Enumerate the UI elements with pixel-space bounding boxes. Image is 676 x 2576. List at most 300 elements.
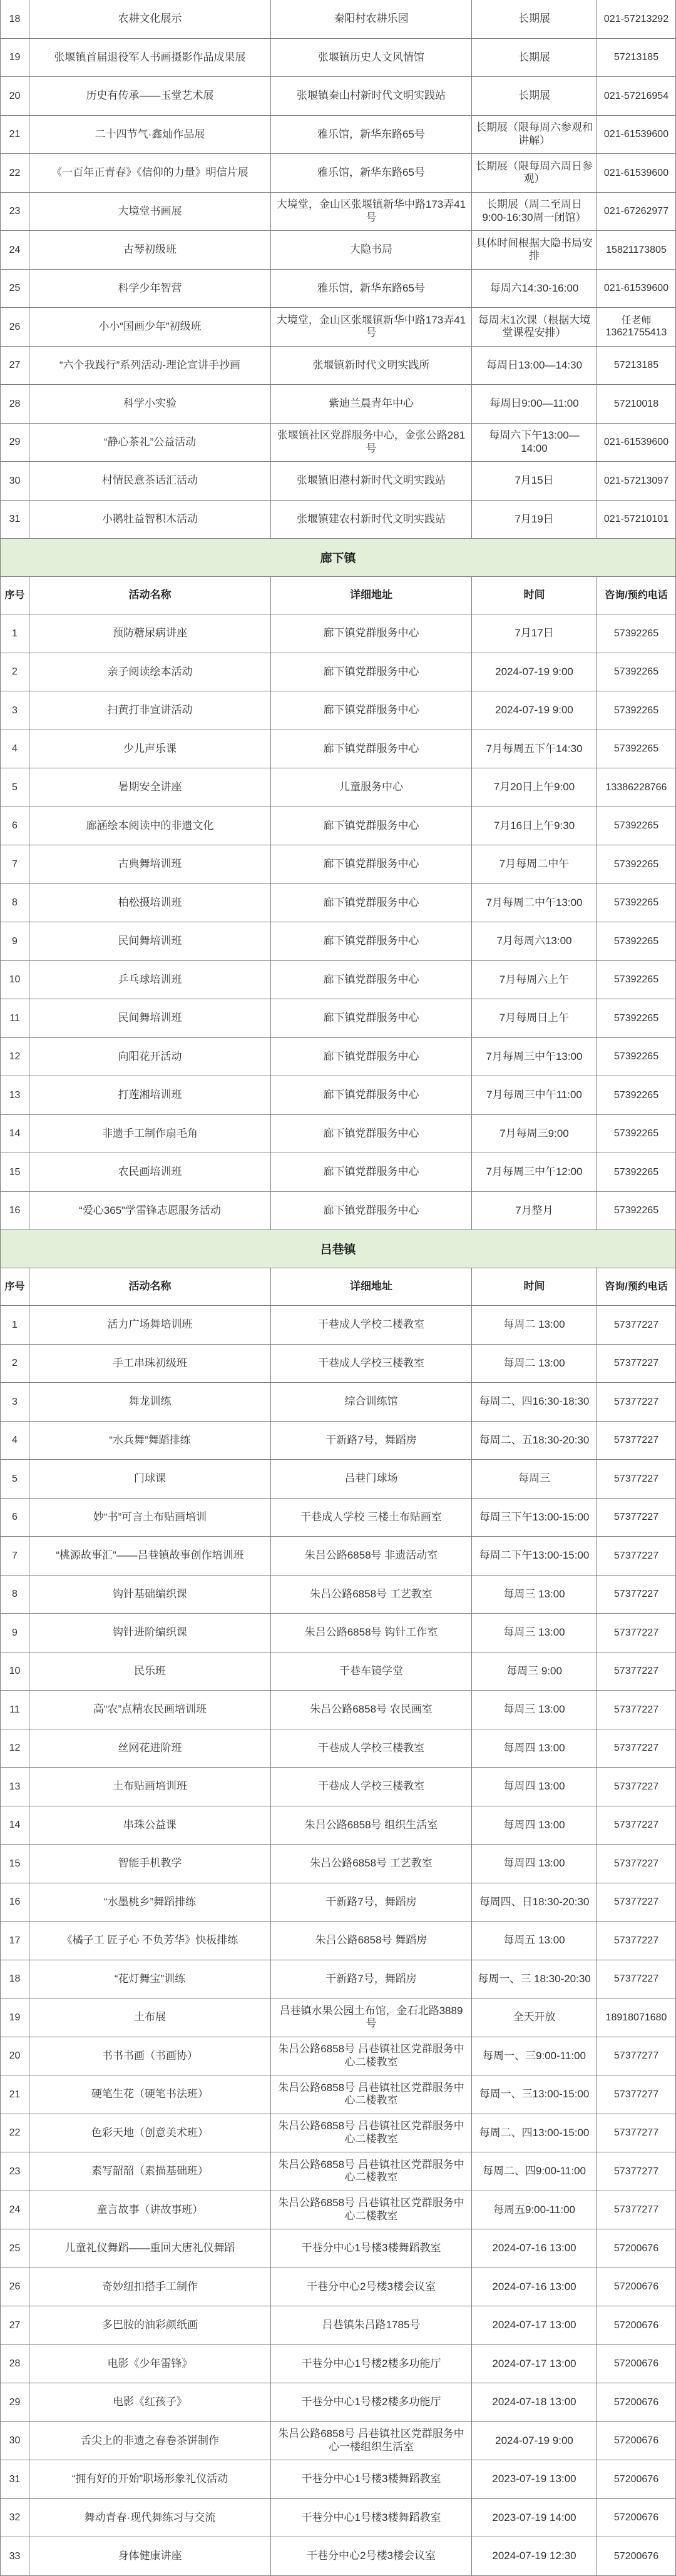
cell-time: 7月每周二中午13:00 bbox=[472, 884, 597, 923]
table-row bbox=[1, 1422, 676, 1460]
cell-address: 张堰镇历史人文风情馆 bbox=[271, 39, 472, 78]
cell-phone: 57210018 bbox=[597, 385, 676, 424]
cell-phone: 57377277 bbox=[597, 2191, 676, 2230]
cell-activity: 民间舞培训班 bbox=[29, 922, 271, 961]
cell-time: 7月每周三中午12:00 bbox=[472, 1153, 597, 1192]
cell-activity: 硬笔生花（硬笔书法班） bbox=[29, 2075, 271, 2114]
cell-phone: 57377227 bbox=[597, 1576, 676, 1614]
cell-time: 2023-07-19 14:00 bbox=[472, 2499, 597, 2538]
cell-activity: 民乐班 bbox=[29, 1652, 271, 1691]
cell-time: 每周一、三13:00-15:00 bbox=[472, 2075, 597, 2114]
cell-activity: “桃源故事汇”——吕巷镇故事创作培训班 bbox=[29, 1537, 271, 1576]
cell-time: 7月16日上午9:30 bbox=[472, 807, 597, 846]
cell-index: 3 bbox=[1, 691, 29, 730]
table-row bbox=[1, 2037, 676, 2076]
table-row bbox=[1, 116, 676, 155]
table-row bbox=[1, 2306, 676, 2345]
cell-address: 朱吕公路6858号 非遗活动室 bbox=[271, 1537, 472, 1576]
cell-index: 28 bbox=[1, 2345, 29, 2384]
cell-index: 5 bbox=[1, 1460, 29, 1499]
cell-activity: 打莲湘培训班 bbox=[29, 1076, 271, 1115]
table-row bbox=[1, 77, 676, 116]
cell-phone: 57377277 bbox=[597, 2075, 676, 2114]
cell-phone: 57377227 bbox=[597, 1383, 676, 1422]
cell-index: 9 bbox=[1, 1614, 29, 1652]
table-row bbox=[1, 270, 676, 308]
cell-index: 21 bbox=[1, 116, 29, 155]
cell-address: 廊下镇党群服务中心 bbox=[271, 845, 472, 884]
cell-time: 7月每周五下午14:30 bbox=[472, 730, 597, 769]
cell-phone: 021-61539600 bbox=[597, 116, 676, 155]
cell-phone: 57392265 bbox=[597, 999, 676, 1038]
cell-time: 具体时间根据大隐书局安排 bbox=[472, 231, 597, 270]
cell-phone: 57377227 bbox=[597, 1422, 676, 1460]
table-section bbox=[1, 1230, 676, 2576]
cell-time: 每周三 9:00 bbox=[472, 1652, 597, 1691]
cell-index: 23 bbox=[1, 2152, 29, 2191]
cell-address: 雅乐馆，新华东路65号 bbox=[271, 116, 472, 155]
cell-index: 24 bbox=[1, 2191, 29, 2230]
table-row bbox=[1, 2268, 676, 2307]
cell-index: 9 bbox=[1, 922, 29, 961]
cell-phone: 15821173805 bbox=[597, 231, 676, 270]
table-row bbox=[1, 231, 676, 270]
cell-index: 29 bbox=[1, 424, 29, 462]
cell-phone: 57377227 bbox=[597, 1614, 676, 1652]
cell-phone: 57392265 bbox=[597, 1153, 676, 1192]
cell-address: 朱吕公路6858号 吕巷镇社区党群服务中心二楼教室 bbox=[271, 2191, 472, 2230]
cell-activity: 《一百年正青春》《信仰的力量》明信片展 bbox=[29, 154, 271, 193]
cell-phone: 57392265 bbox=[597, 1115, 676, 1154]
cell-phone: 57200676 bbox=[597, 2499, 676, 2538]
cell-phone: 021-57213097 bbox=[597, 462, 676, 501]
table-row bbox=[1, 0, 676, 39]
table-row bbox=[1, 1652, 676, 1691]
cell-time: 每周二、五18:30-20:30 bbox=[472, 1422, 597, 1460]
cell-activity: 多巴胺的油彩颜纸画 bbox=[29, 2306, 271, 2345]
cell-activity: 土布贴画培训班 bbox=[29, 1768, 271, 1806]
table-row bbox=[1, 1845, 676, 1883]
cell-time: 每周二 13:00 bbox=[472, 1306, 597, 1345]
table-row bbox=[1, 691, 676, 730]
cell-time: 每周日9:00—11:00 bbox=[472, 385, 597, 424]
table-row bbox=[1, 961, 676, 1000]
cell-activity: 村情民意茶话汇活动 bbox=[29, 462, 271, 501]
table-row bbox=[1, 1192, 676, 1231]
cell-activity: 古琴初级班 bbox=[29, 231, 271, 270]
cell-phone: 57200676 bbox=[597, 2229, 676, 2268]
cell-activity: “花灯舞宝”训练 bbox=[29, 1960, 271, 1999]
cell-phone: 021-57216954 bbox=[597, 77, 676, 116]
cell-address: 朱吕公路6858号 农民画室 bbox=[271, 1691, 472, 1729]
cell-index: 11 bbox=[1, 999, 29, 1038]
table-row bbox=[1, 2191, 676, 2230]
cell-address: 朱吕公路6858号 钩针工作室 bbox=[271, 1614, 472, 1652]
cell-index: 30 bbox=[1, 2422, 29, 2461]
cell-activity: 小鹅牡益智积木活动 bbox=[29, 501, 271, 539]
cell-phone: 021-61539600 bbox=[597, 154, 676, 193]
cell-time: 每周三 13:00 bbox=[472, 1614, 597, 1652]
cell-address: 干巷分中心2号楼3楼会议室 bbox=[271, 2537, 472, 2576]
cell-time: 每周二、四9:00-11:00 bbox=[472, 2152, 597, 2191]
table-row bbox=[1, 614, 676, 653]
cell-activity: 土布展 bbox=[29, 1998, 271, 2037]
cell-phone: 13386228766 bbox=[597, 768, 676, 807]
cell-index: 8 bbox=[1, 1576, 29, 1614]
cell-phone: 57200676 bbox=[597, 2460, 676, 2499]
cell-phone: 57392265 bbox=[597, 1038, 676, 1077]
header-phone: 咨询/预约电话 bbox=[597, 1268, 676, 1306]
cell-time: 每周三下午13:00-15:00 bbox=[472, 1499, 597, 1537]
header-time: 时间 bbox=[472, 1268, 597, 1306]
cell-time: 每周二、四16:30-18:30 bbox=[472, 1383, 597, 1422]
cell-index: 14 bbox=[1, 1806, 29, 1845]
cell-index: 15 bbox=[1, 1845, 29, 1883]
cell-activity: 童言故事（讲故事班） bbox=[29, 2191, 271, 2230]
cell-address: 大隐书局 bbox=[271, 231, 472, 270]
cell-phone: 57377277 bbox=[597, 2152, 676, 2191]
cell-address: 朱吕公路6858号 吕巷镇社区党群服务中心二楼教室 bbox=[271, 2075, 472, 2114]
cell-activity: 乒乓球培训班 bbox=[29, 961, 271, 1000]
cell-index: 7 bbox=[1, 845, 29, 884]
cell-activity: 二十四节气·鑫灿作品展 bbox=[29, 116, 271, 155]
cell-time: 每周三 13:00 bbox=[472, 1691, 597, 1729]
cell-phone: 57377227 bbox=[597, 1691, 676, 1729]
header-index: 序号 bbox=[1, 1268, 29, 1306]
cell-index: 16 bbox=[1, 1192, 29, 1231]
column-header-row bbox=[1, 1268, 676, 1306]
cell-address: 雅乐馆，新华东路65号 bbox=[271, 270, 472, 308]
cell-index: 23 bbox=[1, 193, 29, 232]
cell-address: 干巷成人学校三楼教室 bbox=[271, 1768, 472, 1806]
cell-index: 11 bbox=[1, 1691, 29, 1729]
cell-phone: 57200676 bbox=[597, 2537, 676, 2576]
cell-phone: 57377227 bbox=[597, 1806, 676, 1845]
cell-time: 7月17日 bbox=[472, 614, 597, 653]
cell-index: 15 bbox=[1, 1153, 29, 1192]
table-row bbox=[1, 2422, 676, 2461]
cell-activity: 少儿声乐课 bbox=[29, 730, 271, 769]
cell-activity: 奇妙纽扣搭手工制作 bbox=[29, 2268, 271, 2307]
cell-activity: 高“农”点精农民画培训班 bbox=[29, 1691, 271, 1729]
cell-address: 廊下镇党群服务中心 bbox=[271, 999, 472, 1038]
cell-phone: 57377227 bbox=[597, 1537, 676, 1576]
cell-activity: 廊涵绘本阅读中的非遗文化 bbox=[29, 807, 271, 846]
cell-address: 张堰镇建农村新时代文明实践站 bbox=[271, 501, 472, 539]
cell-time: 每周二 13:00 bbox=[472, 1345, 597, 1383]
cell-address: 廊下镇党群服务中心 bbox=[271, 1115, 472, 1154]
table-row bbox=[1, 1883, 676, 1922]
cell-address: 张堰镇秦山村新时代文明实践站 bbox=[271, 77, 472, 116]
table-row bbox=[1, 1537, 676, 1576]
cell-time: 7月每周三中午11:00 bbox=[472, 1076, 597, 1115]
cell-address: 大境堂，金山区张堰镇新华中路173弄41号 bbox=[271, 308, 472, 347]
cell-activity: 暑期安全讲座 bbox=[29, 768, 271, 807]
cell-index: 18 bbox=[1, 1960, 29, 1999]
cell-phone: 57200676 bbox=[597, 2306, 676, 2345]
cell-time: 每周一、三9:00-11:00 bbox=[472, 2037, 597, 2076]
cell-index: 24 bbox=[1, 231, 29, 270]
table-section bbox=[1, 539, 676, 1230]
cell-time: 7月每周三9:00 bbox=[472, 1115, 597, 1154]
table-row bbox=[1, 1576, 676, 1614]
table-section bbox=[1, 0, 676, 539]
cell-time: 每周一、三 18:30-20:30 bbox=[472, 1960, 597, 1999]
cell-phone: 57377227 bbox=[597, 1652, 676, 1691]
cell-phone: 57200676 bbox=[597, 2383, 676, 2422]
cell-time: 长期展（周二至周日9:00-16:30周一闭馆） bbox=[472, 193, 597, 232]
cell-time: 2024-07-19 9:00 bbox=[472, 653, 597, 692]
cell-address: 干巷分中心1号楼3楼舞蹈教室 bbox=[271, 2229, 472, 2268]
cell-index: 33 bbox=[1, 2537, 29, 2576]
section-title: 吕巷镇 bbox=[1, 1230, 676, 1268]
cell-time: 7月20日上午9:00 bbox=[472, 768, 597, 807]
cell-index: 12 bbox=[1, 1038, 29, 1077]
cell-activity: 历史有传承——玉堂艺术展 bbox=[29, 77, 271, 116]
cell-time: 2023-07-19 13:00 bbox=[472, 2460, 597, 2499]
table-row bbox=[1, 730, 676, 769]
cell-activity: 活力广场舞培训班 bbox=[29, 1306, 271, 1345]
table-row bbox=[1, 1383, 676, 1422]
cell-time: 7月每周六上午 bbox=[472, 961, 597, 1000]
cell-index: 31 bbox=[1, 501, 29, 539]
table-row bbox=[1, 1306, 676, 1345]
cell-time: 2024-07-16 13:00 bbox=[472, 2229, 597, 2268]
cell-time: 7月每周二中午 bbox=[472, 845, 597, 884]
cell-address: 干巷成人学校三楼教室 bbox=[271, 1729, 472, 1768]
cell-activity: 智能手机教学 bbox=[29, 1845, 271, 1883]
cell-activity: “六个我践行”系列活动-理论宣讲手抄画 bbox=[29, 347, 271, 385]
table-row bbox=[1, 2229, 676, 2268]
cell-time: 每周三 bbox=[472, 1460, 597, 1499]
cell-index: 18 bbox=[1, 0, 29, 39]
cell-address: 廊下镇党群服务中心 bbox=[271, 691, 472, 730]
cell-phone: 57377277 bbox=[597, 2114, 676, 2153]
header-index: 序号 bbox=[1, 577, 29, 615]
cell-index: 28 bbox=[1, 385, 29, 424]
cell-index: 30 bbox=[1, 462, 29, 501]
cell-activity: 大境堂书画展 bbox=[29, 193, 271, 232]
cell-address: 廊下镇党群服务中心 bbox=[271, 614, 472, 653]
cell-activity: 小小“国画少年”初级班 bbox=[29, 308, 271, 347]
cell-phone: 57392265 bbox=[597, 730, 676, 769]
table-row bbox=[1, 1038, 676, 1077]
cell-time: 2024-07-17 13:00 bbox=[472, 2306, 597, 2345]
table-row bbox=[1, 1345, 676, 1383]
table-row bbox=[1, 2499, 676, 2538]
table-row bbox=[1, 1460, 676, 1499]
cell-phone: 18918071680 bbox=[597, 1998, 676, 2037]
cell-phone: 57392265 bbox=[597, 614, 676, 653]
cell-address: 廊下镇党群服务中心 bbox=[271, 1153, 472, 1192]
table-row bbox=[1, 2383, 676, 2422]
cell-activity: 柏松摄培训班 bbox=[29, 884, 271, 923]
table-row bbox=[1, 884, 676, 923]
cell-index: 31 bbox=[1, 2460, 29, 2499]
cell-activity: 电影《红孩子》 bbox=[29, 2383, 271, 2422]
cell-time: 2024-07-18 13:00 bbox=[472, 2383, 597, 2422]
table-row bbox=[1, 2152, 676, 2191]
table-row bbox=[1, 462, 676, 501]
cell-phone: 57392265 bbox=[597, 653, 676, 692]
cell-time: 每周五 13:00 bbox=[472, 1922, 597, 1960]
cell-time: 每周六下午13:00—14:00 bbox=[472, 424, 597, 462]
cell-address: 廊下镇党群服务中心 bbox=[271, 730, 472, 769]
header-address: 详细地址 bbox=[271, 1268, 472, 1306]
cell-index: 6 bbox=[1, 1499, 29, 1537]
cell-index: 10 bbox=[1, 961, 29, 1000]
cell-phone: 57377227 bbox=[597, 1499, 676, 1537]
cell-phone: 57392265 bbox=[597, 845, 676, 884]
cell-time: 2024-07-17 13:00 bbox=[472, 2345, 597, 2384]
cell-index: 2 bbox=[1, 1345, 29, 1383]
table-row bbox=[1, 845, 676, 884]
cell-activity: 张堰镇首届退役军人书画摄影作品成果展 bbox=[29, 39, 271, 78]
cell-address: 大境堂，金山区张堰镇新华中路173弄41号 bbox=[271, 193, 472, 232]
table-row bbox=[1, 154, 676, 193]
cell-time: 每周三 13:00 bbox=[472, 1576, 597, 1614]
table-row bbox=[1, 1806, 676, 1845]
cell-phone: 021-67262977 bbox=[597, 193, 676, 232]
cell-phone: 57377227 bbox=[597, 1960, 676, 1999]
cell-address: 干巷成人学校三楼教室 bbox=[271, 1345, 472, 1383]
table-row bbox=[1, 1768, 676, 1806]
cell-address: 朱吕公路6858号 舞蹈房 bbox=[271, 1922, 472, 1960]
cell-phone: 57392265 bbox=[597, 807, 676, 846]
table-row bbox=[1, 501, 676, 539]
cell-index: 26 bbox=[1, 2268, 29, 2307]
cell-address: 张堰镇旧港村新时代文明实践站 bbox=[271, 462, 472, 501]
cell-activity: 妙“书”可言土布贴画培训 bbox=[29, 1499, 271, 1537]
cell-phone: 任老师 13621755413 bbox=[597, 308, 676, 347]
cell-time: 每周四 13:00 bbox=[472, 1768, 597, 1806]
cell-address: 廊下镇党群服务中心 bbox=[271, 1192, 472, 1231]
header-activity: 活动名称 bbox=[29, 1268, 271, 1306]
cell-phone: 57392265 bbox=[597, 1076, 676, 1115]
cell-address: 干新路7号，舞蹈房 bbox=[271, 1960, 472, 1999]
cell-address: 干巷分中心1号楼2楼多功能厅 bbox=[271, 2383, 472, 2422]
table-row bbox=[1, 193, 676, 232]
table-row bbox=[1, 653, 676, 692]
header-time: 时间 bbox=[472, 577, 597, 615]
cell-activity: “静心茶礼”公益活动 bbox=[29, 424, 271, 462]
table-row bbox=[1, 1115, 676, 1154]
cell-address: 综合训练馆 bbox=[271, 1383, 472, 1422]
cell-address: 吕巷镇朱吕路1785号 bbox=[271, 2306, 472, 2345]
cell-activity: 素写韶韶（素描基础班） bbox=[29, 2152, 271, 2191]
table-row bbox=[1, 39, 676, 78]
table-row bbox=[1, 1499, 676, 1537]
cell-time: 每周四、日18:30-20:30 bbox=[472, 1883, 597, 1922]
cell-index: 20 bbox=[1, 2037, 29, 2076]
cell-address: 干巷分中心1号楼2楼多功能厅 bbox=[271, 2345, 472, 2384]
cell-phone: 57377227 bbox=[597, 1768, 676, 1806]
cell-activity: 扫黄打非宣讲活动 bbox=[29, 691, 271, 730]
cell-activity: 向阳花开活动 bbox=[29, 1038, 271, 1077]
cell-time: 7月15日 bbox=[472, 462, 597, 501]
cell-activity: 书书书画（书画协） bbox=[29, 2037, 271, 2076]
cell-time: 2024-07-16 13:00 bbox=[472, 2268, 597, 2307]
cell-phone: 021-57213292 bbox=[597, 0, 676, 39]
cell-index: 3 bbox=[1, 1383, 29, 1422]
cell-index: 19 bbox=[1, 39, 29, 78]
cell-activity: 民间舞培训班 bbox=[29, 999, 271, 1038]
cell-index: 4 bbox=[1, 730, 29, 769]
cell-index: 7 bbox=[1, 1537, 29, 1576]
cell-phone: 57392265 bbox=[597, 884, 676, 923]
cell-address: 廊下镇党群服务中心 bbox=[271, 807, 472, 846]
cell-activity: 门球课 bbox=[29, 1460, 271, 1499]
cell-phone: 57377277 bbox=[597, 2037, 676, 2076]
table-row bbox=[1, 2114, 676, 2153]
cell-phone: 57213185 bbox=[597, 39, 676, 78]
table-row bbox=[1, 1729, 676, 1768]
cell-phone: 57200676 bbox=[597, 2268, 676, 2307]
cell-activity: “水墨桃乡”舞蹈排练 bbox=[29, 1883, 271, 1922]
cell-activity: 预防糖尿病讲座 bbox=[29, 614, 271, 653]
cell-time: 每周四 13:00 bbox=[472, 1806, 597, 1845]
table-row bbox=[1, 922, 676, 961]
table-row bbox=[1, 1922, 676, 1960]
cell-address: 朱吕公路6858号 吕巷镇社区党群服务中心二楼教室 bbox=[271, 2037, 472, 2076]
cell-index: 8 bbox=[1, 884, 29, 923]
cell-activity: “爱心365”学雷锋志愿服务活动 bbox=[29, 1192, 271, 1231]
cell-address: 朱吕公路6858号 吕巷镇社区党群服务中心一楼组织生活室 bbox=[271, 2422, 472, 2461]
cell-phone: 57392265 bbox=[597, 961, 676, 1000]
cell-index: 19 bbox=[1, 1998, 29, 2037]
cell-phone: 57213185 bbox=[597, 347, 676, 385]
cell-activity: 亲子阅读绘本活动 bbox=[29, 653, 271, 692]
cell-activity: 电影《少年雷锋》 bbox=[29, 2345, 271, 2384]
cell-activity: 农耕文化展示 bbox=[29, 0, 271, 39]
cell-time: 长期展（限每周六周日参观） bbox=[472, 154, 597, 193]
cell-phone: 021-57210101 bbox=[597, 501, 676, 539]
cell-index: 27 bbox=[1, 347, 29, 385]
cell-address: 干巷车镜学堂 bbox=[271, 1652, 472, 1691]
table-row bbox=[1, 999, 676, 1038]
cell-phone: 57377227 bbox=[597, 1845, 676, 1883]
table-row bbox=[1, 1614, 676, 1652]
cell-index: 16 bbox=[1, 1883, 29, 1922]
table-row bbox=[1, 807, 676, 846]
cell-address: 廊下镇党群服务中心 bbox=[271, 1038, 472, 1077]
column-header-row bbox=[1, 577, 676, 615]
table-row bbox=[1, 1076, 676, 1115]
table-row bbox=[1, 1998, 676, 2037]
cell-activity: 丝网花进阶班 bbox=[29, 1729, 271, 1768]
cell-phone: 57377227 bbox=[597, 1306, 676, 1345]
table-row bbox=[1, 385, 676, 424]
cell-time: 长期展 bbox=[472, 39, 597, 78]
cell-time: 7月每周六13:00 bbox=[472, 922, 597, 961]
cell-time: 2024-07-19 9:00 bbox=[472, 2422, 597, 2461]
cell-activity: 非遗手工制作扇毛角 bbox=[29, 1115, 271, 1154]
cell-activity: 农民画培训班 bbox=[29, 1153, 271, 1192]
table-row bbox=[1, 347, 676, 385]
cell-index: 20 bbox=[1, 77, 29, 116]
cell-index: 14 bbox=[1, 1115, 29, 1154]
cell-time: 每周末1次课（根据大境堂课程安排） bbox=[472, 308, 597, 347]
cell-index: 29 bbox=[1, 2383, 29, 2422]
cell-index: 27 bbox=[1, 2306, 29, 2345]
cell-time: 2024-07-19 12:30 bbox=[472, 2537, 597, 2576]
cell-index: 5 bbox=[1, 768, 29, 807]
cell-address: 干巷成人学校二楼教室 bbox=[271, 1306, 472, 1345]
cell-address: 雅乐馆，新华东路65号 bbox=[271, 154, 472, 193]
cell-phone: 021-61539600 bbox=[597, 424, 676, 462]
header-phone: 咨询/预约电话 bbox=[597, 577, 676, 615]
cell-time: 每周二、四13:00-15:00 bbox=[472, 2114, 597, 2153]
